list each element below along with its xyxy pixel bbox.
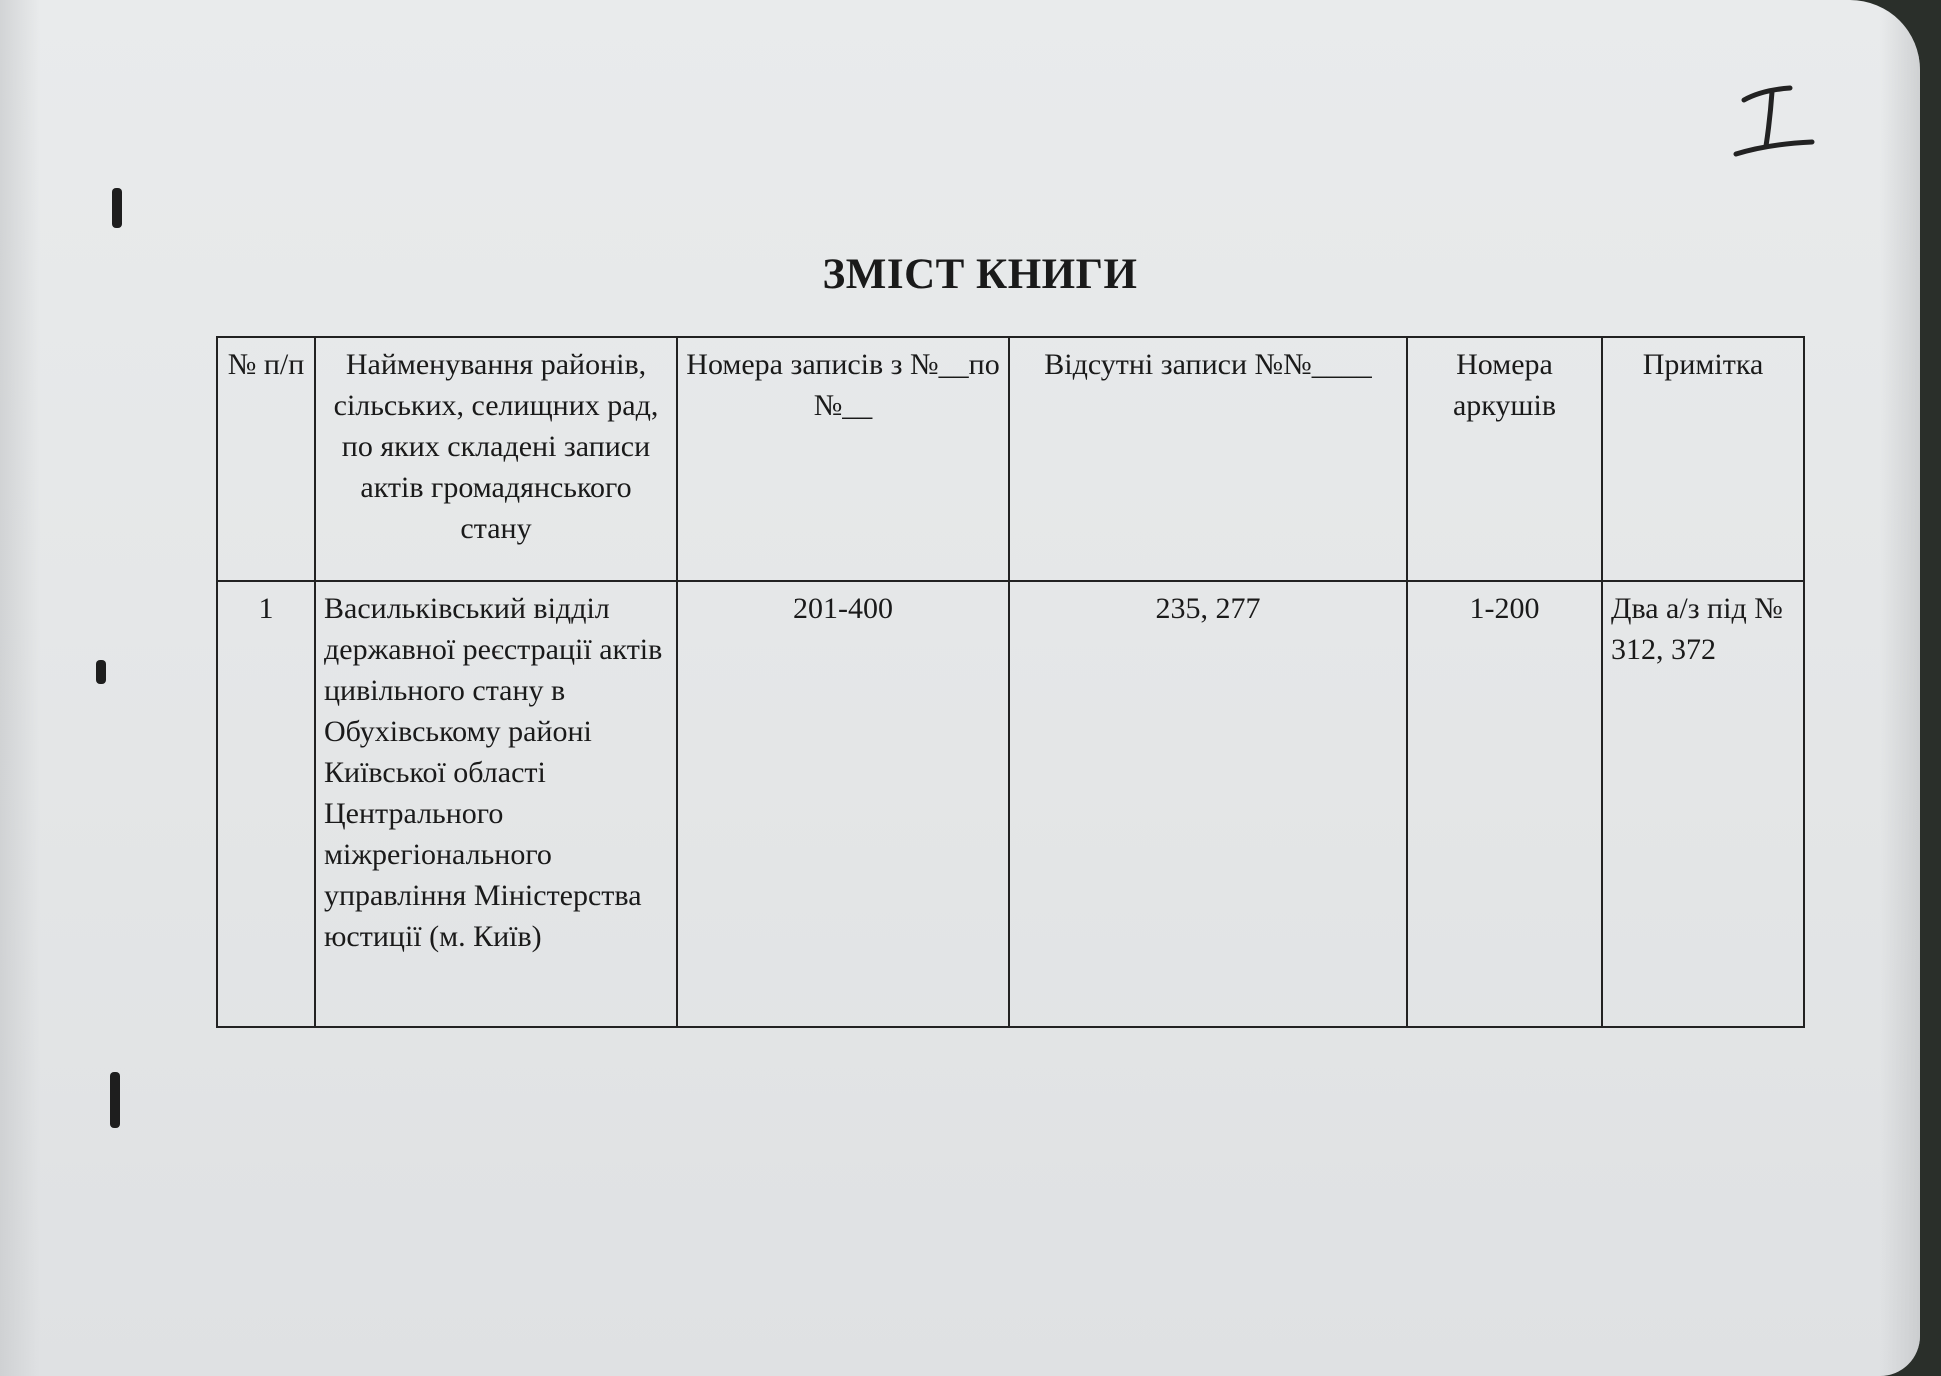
page-title: ЗМІСТ КНИГИ [822,251,1138,298]
row-sheet-numbers: 1-200 [1407,581,1602,1027]
table-row [217,581,1804,1027]
page-edge-shadow-right [1880,0,1920,1376]
header-records-range: Номера записів з №__по №__ [677,337,1009,581]
contents-table [216,336,1805,1028]
header-name: Найменування районів, сільських, селищних рад, по яких складені записи актів громадянського стану [315,337,677,581]
row-missing-records: 235, 277 [1009,581,1407,1027]
binding-hole-middle [96,660,106,684]
row-note: Два а/з під № 312, 372 [1602,581,1804,1027]
row-name: Васильківський відділ державної реєстрації актів цивільного стану в Обухівському районі Київської області Центрального міжрегіонального управління Міністерства юстиції (м. Київ) [315,581,677,1027]
table-header-row [217,337,1804,581]
binding-hole-bottom [110,1072,120,1128]
row-number: 1 [217,581,315,1027]
page-edge-shadow-left [0,0,40,1376]
header-note: Примітка [1602,337,1804,581]
header-sheet-numbers: Номера аркушів [1407,337,1602,581]
header-missing-records: Відсутні записи №№____ [1009,337,1407,581]
handwritten-folio-number [1732,82,1822,162]
binding-hole-top [112,188,122,228]
row-records-range: 201-400 [677,581,1009,1027]
header-number: № п/п [217,337,315,581]
